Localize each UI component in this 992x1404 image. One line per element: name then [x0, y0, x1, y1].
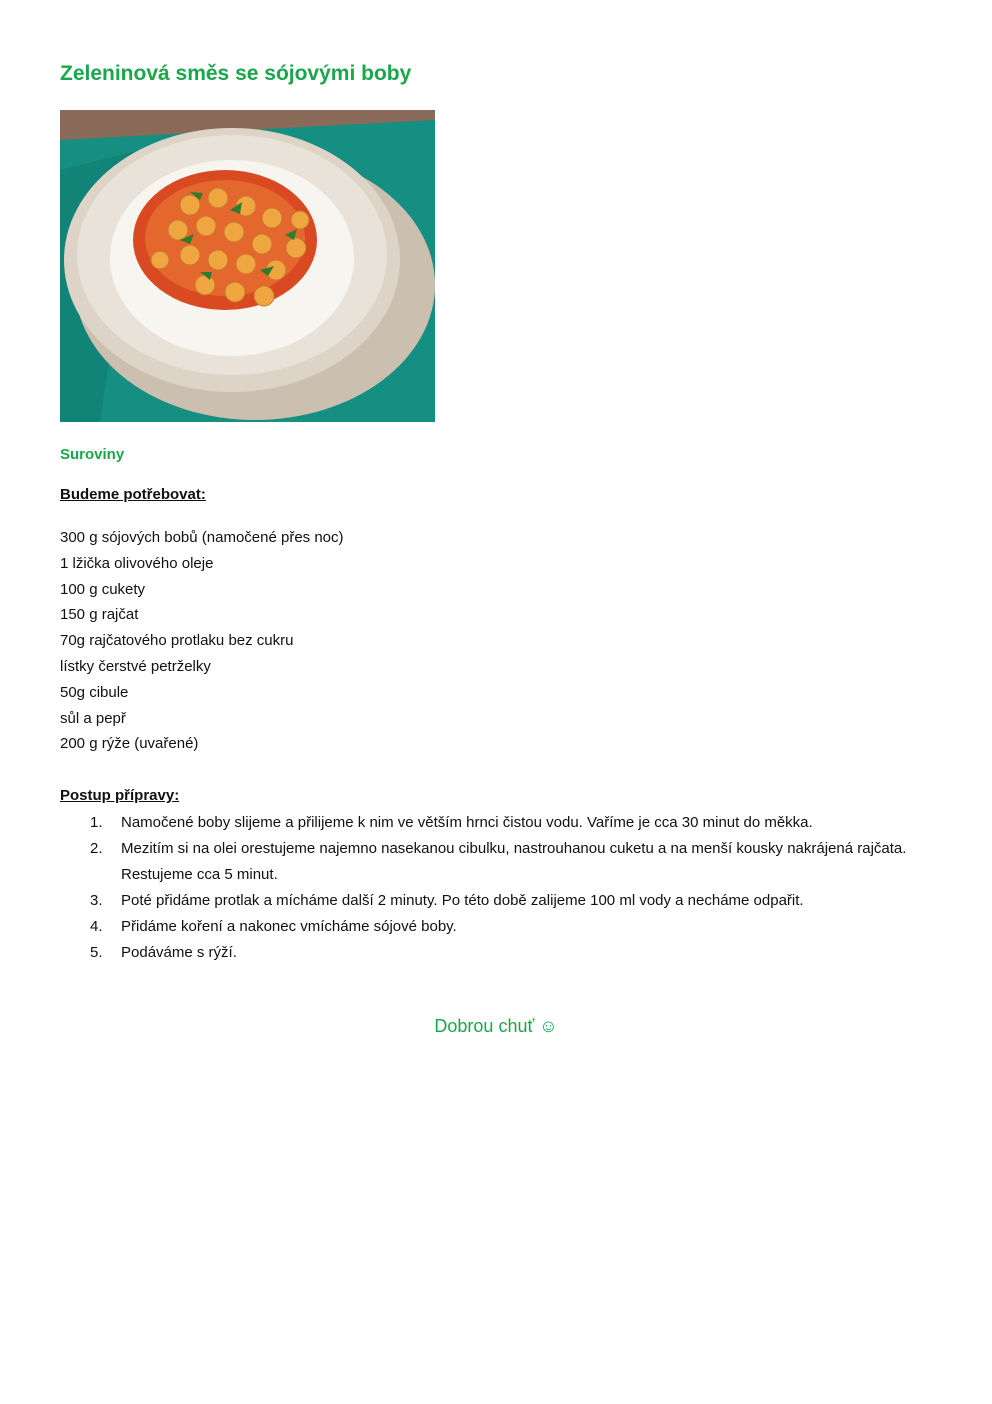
list-item — [60, 810, 920, 836]
list-item — [60, 836, 920, 888]
ingredients-heading: Budeme potřebovat: — [60, 486, 206, 503]
step-text: Přidáme koření a nakonec vmícháme sójové boby. — [121, 918, 457, 935]
step-number: 1. — [90, 814, 103, 831]
step-number: 5. — [90, 944, 103, 961]
list-item: 100 g cukety — [60, 580, 146, 598]
step-text: Mezitím si na olei orestujeme najemno nasekanou cibulku, nastrouhanou cuketu a na menší kousky nakrájená rajčata. Restujeme cca 5 minut. — [121, 840, 907, 883]
step-number: 4. — [90, 918, 103, 935]
list-item: 50g cibule — [60, 683, 129, 701]
dish-photo — [60, 110, 435, 422]
ingredients-section-heading: Suroviny — [60, 446, 125, 463]
list-item: 70g rajčatového protlaku bez cukru — [60, 632, 294, 650]
list-item: sůl a pepř — [60, 709, 126, 727]
ingredients-list — [60, 528, 344, 760]
steps-heading: Postup přípravy: — [60, 787, 180, 804]
step-text: Namočené boby slijeme a přilijeme k nim ve větším hrnci čistou vodu. Vaříme je cca 30 minut do měkka. — [121, 814, 813, 831]
list-item: 300 g sójových bobů (namočené přes noc) — [60, 529, 344, 546]
list-item: 1 lžička olivového oleje — [60, 554, 214, 572]
closing-text: Dobrou chuť ☺ — [434, 1016, 558, 1036]
step-text: Poté přidáme protlak a mícháme další 2 minuty. Po této době zalijeme 100 ml vody a necháme odpařit. — [121, 892, 804, 909]
steps-list — [60, 810, 920, 966]
list-item — [60, 888, 920, 914]
step-number: 2. — [90, 840, 103, 857]
step-number: 3. — [90, 892, 103, 909]
step-text: Podáváme s rýží. — [121, 944, 237, 961]
list-item: 150 g rajčat — [60, 606, 139, 624]
list-item: 200 g rýže (uvařené) — [60, 735, 199, 753]
list-item: lístky čerstvé petrželky — [60, 657, 211, 675]
recipe-title: Zeleninová směs se sójovými boby — [60, 62, 412, 85]
list-item — [60, 940, 920, 966]
list-item — [60, 914, 920, 940]
